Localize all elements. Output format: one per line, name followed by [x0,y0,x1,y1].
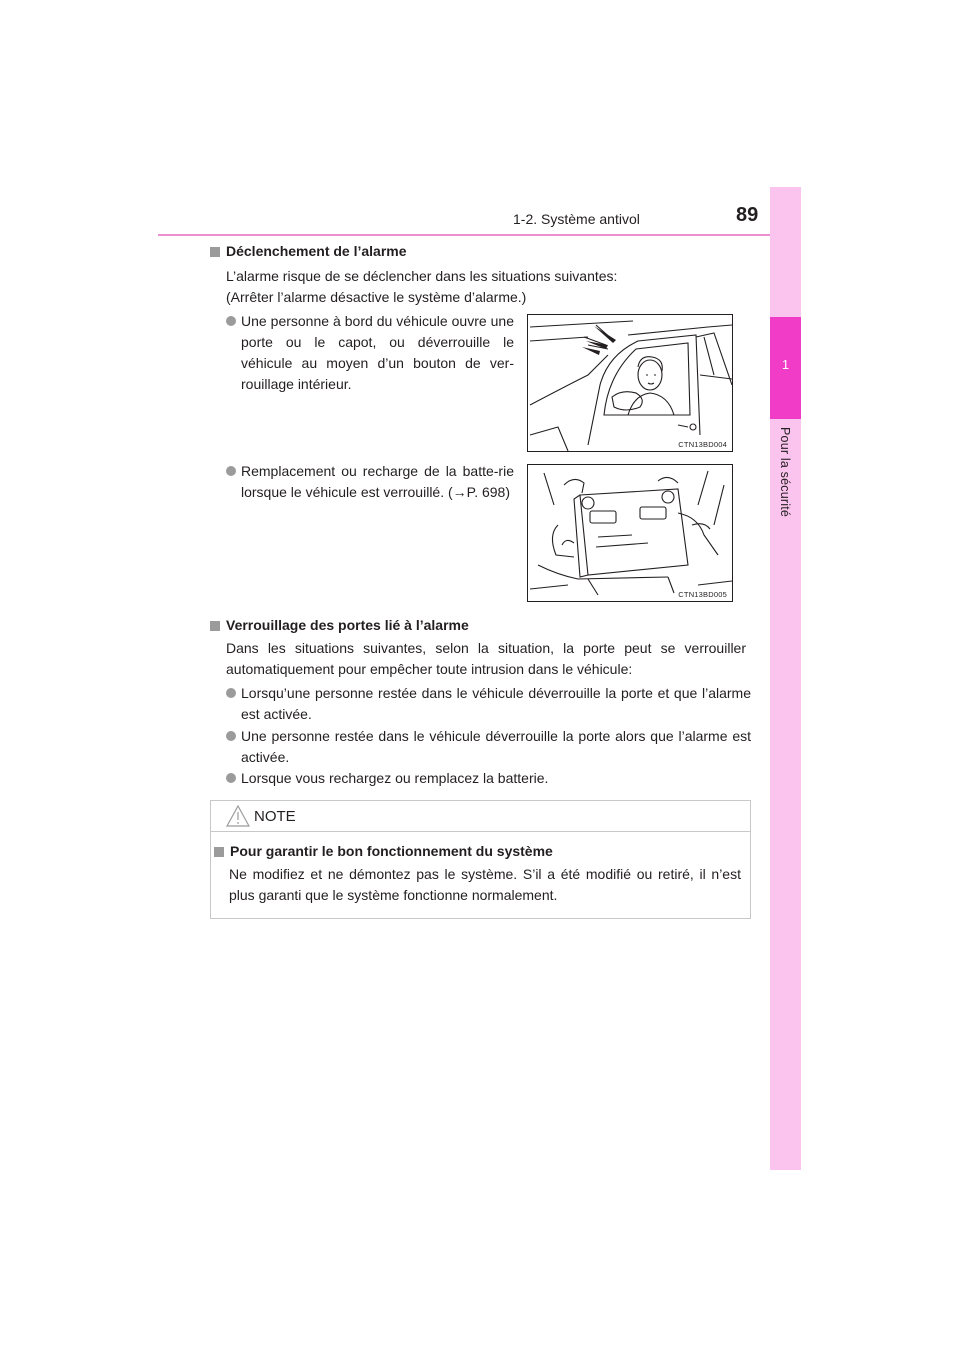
page-number: 89 [736,204,759,226]
header-rule [158,234,800,236]
list-item-text: Remplacement ou recharge de la batte-rie lorsque le véhicule est verrouillé. (→P. 698) [241,463,514,500]
list-item-text: Lorsque vous rechargez ou remplacez la batterie. [241,770,549,786]
section-title: 1-2. Système antivol [513,211,640,227]
chapter-number: 1 [781,357,790,372]
square-bullet-icon [210,247,220,257]
warning-triangle-icon [226,805,250,827]
list-item-text: Une personne restée dans le véhicule déverrouille la porte alors que l’alarme est activée. [241,728,751,765]
note-header [211,801,750,832]
section2-intro: Dans les situations suivantes, selon la situation, la porte peut se verrouiller automatiquement pour empêcher toute intrusion dans le véhicule: [226,640,746,677]
section-heading-text: Déclenchement de l’alarme [226,243,407,259]
list-item-text: Une personne à bord du véhicule ouvre une porte ou le capot, ou déverrouille le véhicule au moyen d’un bouton de ver-rouillage intérieur. [241,313,514,392]
square-bullet-icon [210,621,220,631]
section-heading-door-lock [210,617,469,633]
bullet-dot-icon [226,688,236,698]
chapter-label: Pour la sécurité [778,427,792,518]
note-text: Ne modifiez et ne démontez pas le système. S’il a été modifié ou retiré, il n’est plus garanti que le système fonctionne normalement. [229,866,741,903]
bullet-dot-icon [226,466,236,476]
person-in-car-illustration [528,315,732,451]
note-title: NOTE [254,808,296,825]
page-header [158,206,800,236]
figure-code: CTN13BD004 [678,440,727,449]
intro-line-1: L’alarme risque de se déclencher dans les situations suivantes: [226,268,618,284]
list-item [226,683,751,725]
list-item [226,726,751,768]
list-item-text: Lorsqu’une personne restée dans le véhicule déverrouille la porte et que l’alarme est activée. [241,685,751,722]
note-heading-text: Pour garantir le bon fonctionnement du système [230,843,553,859]
figure-battery [527,464,733,602]
list-item [226,311,514,395]
chapter-sidebar [770,187,801,1170]
list-item [226,768,751,789]
intro-line-2: (Arrêter l’alarme désactive le système d’alarme.) [226,289,527,305]
section-heading-alarm [210,243,407,259]
list-item [226,461,514,503]
battery-illustration [528,465,732,601]
chapter-tab [770,317,801,419]
bullet-dot-icon [226,316,236,326]
note-heading [214,843,553,859]
square-bullet-icon [214,847,224,857]
figure-person-in-car [527,314,733,452]
bullet-dot-icon [226,731,236,741]
section-heading-text: Verrouillage des portes lié à l’alarme [226,617,469,633]
bullet-dot-icon [226,773,236,783]
figure-code: CTN13BD005 [678,590,727,599]
